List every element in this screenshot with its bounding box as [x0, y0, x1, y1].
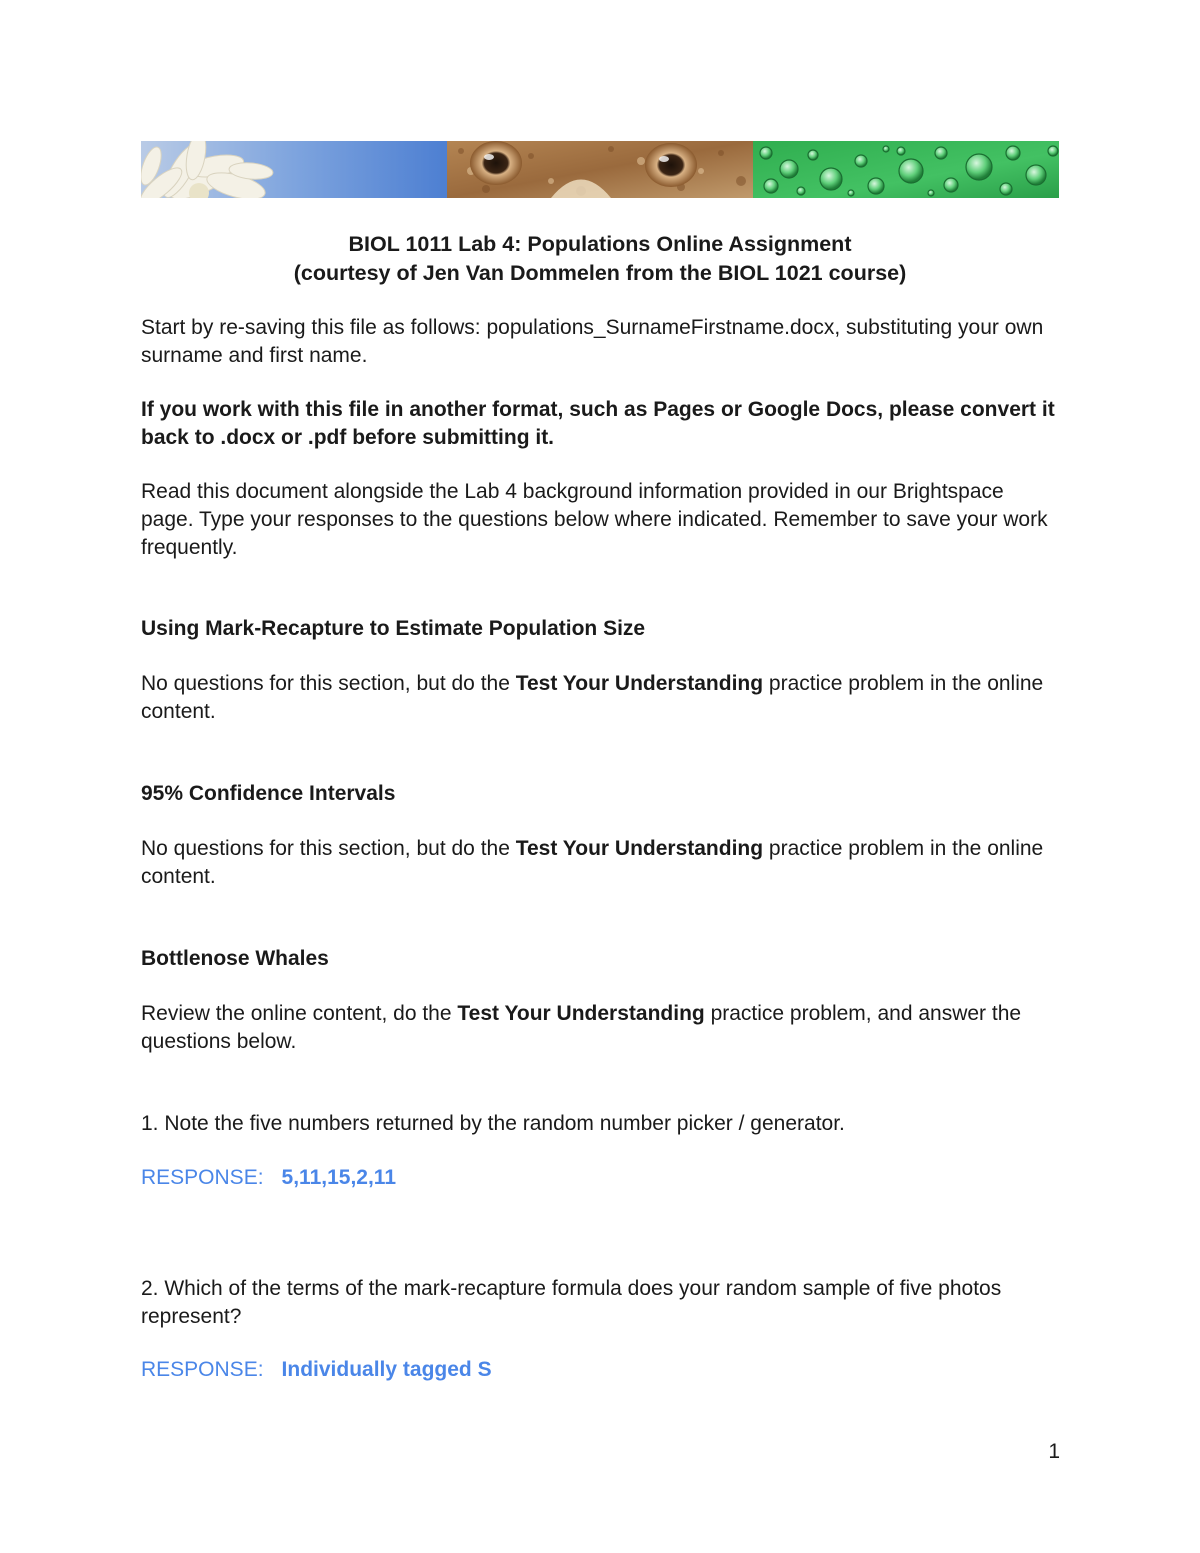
question-text: 1. Note the five numbers returned by the random number picker / generator. — [141, 1112, 845, 1135]
section-body-text: No questions for this section, but do the — [141, 672, 516, 695]
section-body-text: practice problem, and answer the questions below. — [141, 1002, 1022, 1053]
section-body-emphasis: Test Your Understanding — [515, 672, 764, 695]
eyes-photo — [447, 141, 753, 198]
response-line — [141, 1164, 1059, 1192]
response-label: RESPONSE: — [141, 1358, 264, 1381]
flower-photo — [141, 141, 447, 198]
section-body — [141, 1000, 1059, 1056]
section-heading: Bottlenose Whales — [141, 947, 329, 970]
title-line-2: (courtesy of Jen Van Dommelen from the BIOL 1021 course) — [293, 261, 907, 285]
document-title — [141, 230, 1059, 288]
section-body-text: Review the online content, do the — [141, 1002, 458, 1025]
section-heading: Using Mark-Recapture to Estimate Population Size — [141, 617, 646, 640]
response-line — [141, 1356, 1059, 1384]
response-label: RESPONSE: — [141, 1166, 264, 1189]
intro-paragraph: Start by re-saving this file as follows: populations_SurnameFirstname.docx, substituting your own surname and first name. — [141, 316, 1044, 367]
response-value[interactable]: Individually tagged S — [281, 1358, 492, 1381]
question-text: 2. Which of the terms of the mark-recapture formula does your random sample of five photos represent? — [141, 1277, 1002, 1328]
page-number: 1 — [1048, 1440, 1060, 1463]
section-body — [141, 670, 1059, 726]
response-value[interactable]: 5,11,15,2,11 — [281, 1166, 397, 1189]
section-body-text: No questions for this section, but do the — [141, 837, 516, 860]
title-line-1: BIOL 1011 Lab 4: Populations Online Assignment — [348, 232, 852, 256]
water-drops-photo — [753, 141, 1059, 198]
header-banner — [141, 141, 1059, 198]
section-body-text: practice problem in the online content. — [141, 672, 1044, 723]
section-body — [141, 835, 1059, 891]
section-heading: 95% Confidence Intervals — [141, 782, 396, 805]
section-body-emphasis: Test Your Understanding — [515, 837, 764, 860]
section-body-text: practice problem in the online content. — [141, 837, 1044, 888]
banner-image — [141, 141, 1059, 198]
section-body-emphasis: Test Your Understanding — [457, 1002, 705, 1025]
read-note: Read this document alongside the Lab 4 background information provided in our Brightspace page. Type your responses to the questions below where indicated. Remember to save your work frequently. — [141, 480, 1048, 559]
format-note: If you work with this file in another format, such as Pages or Google Docs, please convert it back to .docx or .pdf before submitting it. — [141, 398, 1055, 449]
